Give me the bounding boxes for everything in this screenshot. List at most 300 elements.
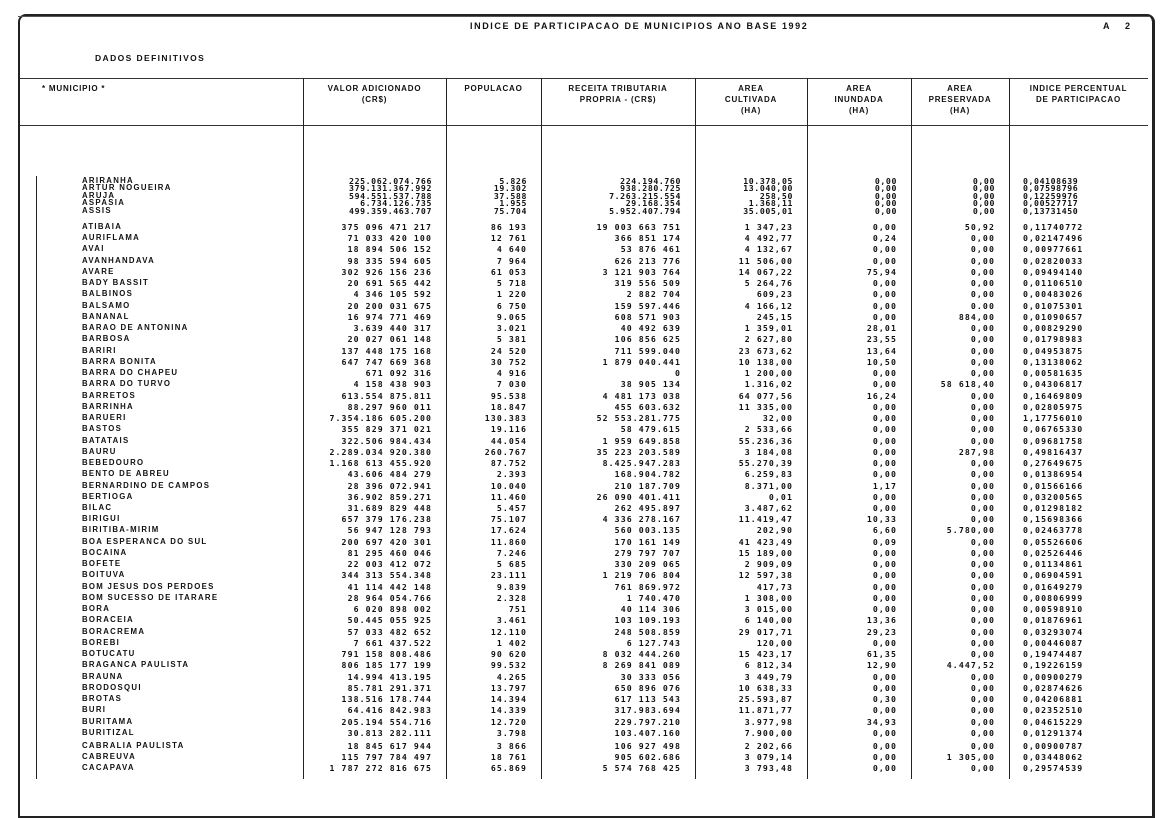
cell-populacao: 9.065 bbox=[496, 311, 527, 322]
cell-valor-adicionado: 302 926 156 236 bbox=[341, 266, 432, 277]
cell-valor-adicionado: 499.359.463.707 bbox=[349, 205, 432, 216]
report-subtitle: DADOS DEFINITIVOS bbox=[95, 53, 206, 63]
cell-area-preservada: 0,00 bbox=[972, 190, 995, 201]
cell-area-cultivada: 7.900,00 bbox=[744, 727, 793, 738]
cell-municipio: BORACREMA bbox=[82, 626, 146, 636]
cell-indice-participacao: 0,27649675 bbox=[1023, 458, 1084, 469]
cell-area-preservada: 0,00 bbox=[970, 694, 995, 705]
table-row bbox=[20, 447, 1148, 457]
cell-indice-participacao: 0,01386954 bbox=[1023, 469, 1084, 480]
cell-valor-adicionado: 7 661 437.522 bbox=[353, 637, 432, 648]
cell-indice-participacao: 0,00527717 bbox=[1023, 198, 1079, 209]
cell-area-preservada: 0,00 bbox=[970, 604, 995, 615]
cell-receita-tributaria: 35 223 203.589 bbox=[596, 446, 681, 457]
table-row bbox=[20, 537, 1148, 547]
cell-area-cultivada: 245,15 bbox=[756, 311, 793, 322]
cell-municipio: BANANAL bbox=[82, 311, 130, 321]
cell-indice-participacao: 0,03200565 bbox=[1023, 491, 1084, 502]
cell-area-cultivada: 3 449,79 bbox=[744, 671, 793, 682]
cell-valor-adicionado: 138.516 178.744 bbox=[341, 694, 432, 705]
cell-valor-adicionado: 56 947 128 793 bbox=[347, 525, 432, 536]
cell-area-preservada: 58 618,40 bbox=[940, 379, 995, 390]
cell-area-cultivada: 10.378,05 bbox=[743, 176, 793, 186]
cell-municipio: BARRINHA bbox=[82, 401, 134, 411]
cell-area-inundada: 0,00 bbox=[872, 682, 897, 693]
cell-area-cultivada: 258,50 bbox=[759, 190, 793, 201]
cell-area-preservada: 287,98 bbox=[958, 446, 995, 457]
cell-indice-participacao: 0,03293074 bbox=[1023, 626, 1084, 637]
cell-indice-participacao: 0,00581635 bbox=[1023, 368, 1084, 379]
cell-area-preservada: 0,00 bbox=[970, 458, 995, 469]
cell-indice-participacao: 0,12259976 bbox=[1023, 190, 1079, 201]
cell-municipio: BORA bbox=[82, 604, 111, 614]
table-row bbox=[20, 481, 1148, 491]
cell-area-inundada: 0,00 bbox=[872, 491, 897, 502]
column-header-area-cultivada: AREA CULTIVADA (HA) bbox=[724, 84, 778, 115]
cell-area-preservada: 0,00 bbox=[972, 205, 995, 216]
cell-valor-adicionado: 41 114 442 148 bbox=[347, 581, 432, 592]
cell-municipio: BURITAMA bbox=[82, 716, 134, 726]
cell-indice-participacao: 0,04953875 bbox=[1023, 345, 1084, 356]
cell-area-cultivada: 6 812,34 bbox=[744, 660, 793, 671]
cell-area-cultivada: 11 335,00 bbox=[738, 401, 793, 412]
cell-area-cultivada: 3 793,48 bbox=[744, 763, 793, 773]
cell-valor-adicionado: 3.639 440 317 bbox=[353, 323, 432, 334]
cell-area-preservada: 0,00 bbox=[970, 581, 995, 592]
cell-valor-adicionado: 71 033 420 100 bbox=[347, 233, 432, 244]
cell-populacao: 30 752 bbox=[490, 356, 527, 367]
cell-area-cultivada: 10 138,00 bbox=[738, 356, 793, 367]
cell-indice-participacao: 0,01134861 bbox=[1023, 559, 1084, 570]
frame-top-rule bbox=[18, 16, 1150, 17]
cell-municipio: ARUJA bbox=[82, 190, 116, 200]
cell-receita-tributaria: 30 333 056 bbox=[620, 671, 681, 682]
cell-area-preservada: 0,00 bbox=[970, 514, 995, 525]
cell-receita-tributaria: 4 336 278.167 bbox=[602, 514, 681, 525]
cell-receita-tributaria: 905 602.686 bbox=[614, 752, 681, 762]
cell-area-preservada: 0,00 bbox=[970, 255, 995, 266]
cell-area-preservada: 0,00 bbox=[970, 345, 995, 356]
cell-populacao: 4 916 bbox=[496, 368, 527, 379]
cell-area-cultivada: 3 079,14 bbox=[744, 752, 793, 762]
cell-area-inundada: 0,00 bbox=[874, 190, 897, 201]
table-row bbox=[20, 492, 1148, 502]
cell-municipio: BOM SUCESSO DE ITARARE bbox=[82, 592, 219, 602]
cell-receita-tributaria: 52 553.281.775 bbox=[596, 413, 681, 424]
cell-area-inundada: 34,93 bbox=[866, 716, 897, 727]
table-row bbox=[20, 323, 1148, 333]
table-row bbox=[20, 514, 1148, 524]
cell-receita-tributaria: 761 869.972 bbox=[614, 581, 681, 592]
cell-indice-participacao: 0,01106510 bbox=[1023, 278, 1084, 289]
cell-indice-participacao: 0,00446087 bbox=[1023, 637, 1084, 648]
cell-municipio: BILAC bbox=[82, 503, 113, 512]
cell-receita-tributaria: 40 492 639 bbox=[620, 323, 681, 334]
cell-populacao: 61 053 bbox=[490, 266, 527, 277]
cell-populacao: 4.265 bbox=[496, 671, 527, 682]
table-row bbox=[20, 368, 1148, 378]
table-row bbox=[20, 402, 1148, 412]
cell-area-cultivada: 3 015,00 bbox=[744, 604, 793, 615]
cell-area-inundada: 0,00 bbox=[872, 222, 897, 232]
cell-area-inundada: 0,00 bbox=[872, 368, 897, 379]
cell-receita-tributaria: 6 127.743 bbox=[626, 637, 681, 648]
cell-area-preservada: 0,00 bbox=[970, 637, 995, 648]
cell-area-inundada: 28,01 bbox=[866, 323, 897, 334]
cell-area-inundada: 6,60 bbox=[872, 525, 897, 536]
cell-area-cultivada: 15 189,00 bbox=[738, 547, 793, 558]
cell-area-cultivada: 1 347,23 bbox=[744, 222, 793, 232]
cell-receita-tributaria: 7.263.215.554 bbox=[609, 190, 681, 201]
cell-municipio: BEBEDOURO bbox=[82, 458, 145, 468]
cell-populacao: 44.054 bbox=[490, 435, 527, 446]
cell-indice-participacao: 0,00806999 bbox=[1023, 592, 1084, 603]
table-row bbox=[20, 357, 1148, 367]
cell-municipio: ASPASIA bbox=[82, 198, 126, 208]
cell-populacao: 5 381 bbox=[496, 334, 527, 345]
cell-municipio: BURI bbox=[82, 705, 107, 715]
cell-valor-adicionado: 2.289.034 920.380 bbox=[329, 446, 432, 457]
cell-area-inundada: 0,00 bbox=[872, 581, 897, 592]
cell-valor-adicionado: 115 797 784 497 bbox=[341, 752, 432, 762]
cell-valor-adicionado: 20 200 031 675 bbox=[347, 300, 432, 311]
cell-receita-tributaria: 650 896 076 bbox=[614, 682, 681, 693]
cell-populacao: 18 761 bbox=[490, 752, 527, 762]
cell-receita-tributaria: 608 571 903 bbox=[614, 311, 681, 322]
cell-valor-adicionado: 6.734.126.735 bbox=[360, 198, 432, 209]
cell-area-preservada: 0,00 bbox=[970, 671, 995, 682]
cell-area-cultivada: 1.316,02 bbox=[744, 379, 793, 390]
cell-receita-tributaria: 19 003 663 751 bbox=[596, 222, 681, 232]
cell-area-cultivada: 2 202,66 bbox=[744, 741, 793, 751]
cell-area-cultivada: 4 492,77 bbox=[744, 233, 793, 244]
cell-area-preservada: 0,00 bbox=[970, 278, 995, 289]
cell-populacao: 5 718 bbox=[496, 278, 527, 289]
cell-receita-tributaria: 58 479.615 bbox=[620, 424, 681, 435]
table-row bbox=[20, 289, 1148, 299]
cell-area-preservada: 0,00 bbox=[970, 435, 995, 446]
cell-populacao: 12.720 bbox=[490, 716, 527, 727]
cell-area-cultivada: 35.005,01 bbox=[743, 205, 793, 216]
cell-receita-tributaria: 330 209 065 bbox=[614, 559, 681, 570]
cell-receita-tributaria: 319 556 509 bbox=[614, 278, 681, 289]
cell-valor-adicionado: 657 379 176.238 bbox=[341, 514, 432, 525]
cell-area-inundada: 0,00 bbox=[872, 379, 897, 390]
cell-area-cultivada: 120,00 bbox=[756, 637, 793, 648]
cell-indice-participacao: 0,00900279 bbox=[1023, 671, 1084, 682]
cell-municipio: ATIBAIA bbox=[82, 222, 123, 231]
cell-area-preservada: 0,00 bbox=[970, 682, 995, 693]
cell-area-preservada: 0,00 bbox=[970, 649, 995, 660]
page-prefix: A bbox=[1103, 21, 1110, 31]
cell-area-preservada: 0,00 bbox=[970, 390, 995, 401]
cell-valor-adicionado: 225.062.074.766 bbox=[349, 176, 432, 186]
cell-receita-tributaria: 1 740.470 bbox=[626, 592, 681, 603]
cell-area-preservada: 0,00 bbox=[970, 592, 995, 603]
cell-municipio: BARRETOS bbox=[82, 390, 137, 400]
table-row bbox=[20, 413, 1148, 423]
cell-indice-participacao: 0,04108639 bbox=[1023, 176, 1079, 186]
cell-indice-participacao: 0,02147496 bbox=[1023, 233, 1084, 244]
cell-area-cultivada: 1 308,00 bbox=[744, 592, 793, 603]
cell-municipio: BRODOSQUI bbox=[82, 682, 142, 692]
table-row bbox=[20, 312, 1148, 322]
cell-populacao: 17.624 bbox=[490, 525, 527, 536]
cell-valor-adicionado: 355 829 371 021 bbox=[341, 424, 432, 435]
cell-receita-tributaria: 168.904.782 bbox=[614, 469, 681, 480]
cell-populacao: 19.302 bbox=[493, 183, 527, 194]
table-row bbox=[20, 334, 1148, 344]
cell-receita-tributaria: 1 959 649.858 bbox=[602, 435, 681, 446]
cell-valor-adicionado: 594.551.537.788 bbox=[349, 190, 432, 201]
cell-area-cultivada: 609,23 bbox=[756, 289, 793, 300]
cell-area-preservada: 0,00 bbox=[970, 615, 995, 626]
cell-municipio: ARTUR NOGUEIRA bbox=[82, 183, 172, 193]
cell-populacao: 1.955 bbox=[499, 198, 527, 209]
cell-valor-adicionado: 16 974 771 469 bbox=[347, 311, 432, 322]
cell-area-inundada: 0,00 bbox=[872, 424, 897, 435]
cell-municipio: BARRA DO TURVO bbox=[82, 379, 172, 389]
cell-populacao: 23.111 bbox=[490, 570, 527, 581]
cell-area-inundada: 0,00 bbox=[872, 570, 897, 581]
cell-indice-participacao: 0,01075301 bbox=[1023, 300, 1084, 311]
cell-area-cultivada: 23 673,62 bbox=[738, 345, 793, 356]
cell-area-inundada: 0,00 bbox=[872, 401, 897, 412]
cell-area-preservada: 0,00 bbox=[970, 536, 995, 547]
cell-municipio: AVARE bbox=[82, 266, 115, 276]
cell-area-preservada: 0,00 bbox=[972, 183, 995, 194]
cell-area-inundada: 10,33 bbox=[866, 514, 897, 525]
cell-populacao: 5.457 bbox=[496, 503, 527, 513]
table-row bbox=[20, 672, 1148, 682]
table-row bbox=[20, 267, 1148, 277]
cell-area-inundada: 0,30 bbox=[872, 694, 897, 705]
cell-area-cultivada: 6 140,00 bbox=[744, 615, 793, 626]
cell-area-cultivada: 11.871,77 bbox=[738, 705, 793, 716]
cell-area-preservada: 0,00 bbox=[970, 705, 995, 716]
cell-populacao: 7.246 bbox=[496, 547, 527, 558]
cell-indice-participacao: 0,06904591 bbox=[1023, 570, 1084, 581]
cell-populacao: 9.839 bbox=[496, 581, 527, 592]
cell-populacao: 1 220 bbox=[496, 289, 527, 300]
cell-indice-participacao: 0,11740772 bbox=[1023, 222, 1084, 232]
cell-municipio: BERTIOGA bbox=[82, 491, 134, 501]
cell-area-inundada: 0,00 bbox=[872, 255, 897, 266]
cell-area-inundada: 0,00 bbox=[872, 413, 897, 424]
cell-indice-participacao: 0,02874626 bbox=[1023, 682, 1084, 693]
cell-indice-participacao: 0,00900787 bbox=[1023, 741, 1084, 751]
cell-indice-participacao: 0,01298182 bbox=[1023, 503, 1084, 513]
table-row bbox=[20, 627, 1148, 637]
table-row bbox=[20, 206, 1148, 216]
table-row bbox=[20, 436, 1148, 446]
cell-area-cultivada: 6.259,83 bbox=[744, 469, 793, 480]
cell-populacao: 260.767 bbox=[484, 446, 527, 457]
cell-valor-adicionado: 36.902 859.271 bbox=[347, 491, 432, 502]
cell-valor-adicionado: 50.445 055 925 bbox=[347, 615, 432, 626]
cell-area-cultivada: 64 077,56 bbox=[738, 390, 793, 401]
cell-populacao: 130.383 bbox=[484, 413, 527, 424]
cell-populacao: 10.040 bbox=[490, 480, 527, 491]
cell-populacao: 13.797 bbox=[490, 682, 527, 693]
cell-receita-tributaria: 8.425.947.283 bbox=[602, 458, 681, 469]
cell-indice-participacao: 0,16469809 bbox=[1023, 390, 1084, 401]
cell-valor-adicionado: 81 295 460 046 bbox=[347, 547, 432, 558]
cell-municipio: BARUERI bbox=[82, 413, 127, 423]
cell-valor-adicionado: 6 020 898 002 bbox=[353, 604, 432, 615]
cell-populacao: 12 761 bbox=[490, 233, 527, 244]
cell-receita-tributaria: 626 213 776 bbox=[614, 255, 681, 266]
table-row bbox=[20, 763, 1148, 773]
column-header-area-inundada: AREA INUNDADA (HA) bbox=[834, 84, 884, 115]
cell-receita-tributaria: 317.983.694 bbox=[614, 705, 681, 716]
cell-area-inundada: 0,00 bbox=[872, 592, 897, 603]
cell-area-cultivada: 55.236,36 bbox=[738, 435, 793, 446]
cell-populacao: 87.752 bbox=[490, 458, 527, 469]
cell-populacao: 751 bbox=[508, 604, 527, 615]
cell-area-cultivada: 5 264,76 bbox=[744, 278, 793, 289]
cell-area-inundada: 0,00 bbox=[872, 741, 897, 751]
table-row bbox=[20, 717, 1148, 727]
cell-municipio: BIRITIBA-MIRIM bbox=[82, 525, 160, 535]
cell-indice-participacao: 0,29574539 bbox=[1023, 763, 1084, 773]
cell-valor-adicionado: 205.194 554.716 bbox=[341, 716, 432, 727]
cell-municipio: CABRALIA PAULISTA bbox=[82, 741, 185, 750]
cell-area-inundada: 0,00 bbox=[872, 752, 897, 762]
cell-valor-adicionado: 671 092 316 bbox=[365, 368, 432, 379]
table-row bbox=[20, 233, 1148, 243]
cell-valor-adicionado: 28 396 072.941 bbox=[347, 480, 432, 491]
cell-valor-adicionado: 200 697 420 301 bbox=[341, 536, 432, 547]
cell-area-cultivada: 25.593,87 bbox=[738, 694, 793, 705]
table-row bbox=[20, 424, 1148, 434]
cell-indice-participacao: 0,19474487 bbox=[1023, 649, 1084, 660]
cell-area-preservada: 0,00 bbox=[970, 469, 995, 480]
cell-area-inundada: 0,00 bbox=[872, 503, 897, 513]
cell-municipio: BROTAS bbox=[82, 694, 123, 704]
cell-valor-adicionado: 1.168 613 455.920 bbox=[329, 458, 432, 469]
cell-valor-adicionado: 28 964 054.766 bbox=[347, 592, 432, 603]
cell-area-cultivada: 12 597,38 bbox=[738, 570, 793, 581]
cell-valor-adicionado: 20 027 061 148 bbox=[347, 334, 432, 345]
cell-populacao: 1 402 bbox=[496, 637, 527, 648]
table-row bbox=[20, 346, 1148, 356]
cell-receita-tributaria: 8 269 841 089 bbox=[602, 660, 681, 671]
cell-populacao: 65.869 bbox=[490, 763, 527, 773]
cell-populacao: 75.704 bbox=[493, 205, 527, 216]
cell-municipio: BALBINOS bbox=[82, 289, 134, 299]
table-row bbox=[20, 638, 1148, 648]
cell-receita-tributaria: 170 161 149 bbox=[614, 536, 681, 547]
cell-area-cultivada: 3 184,08 bbox=[744, 446, 793, 457]
cell-area-preservada: 0,00 bbox=[970, 741, 995, 751]
cell-municipio: BOM JESUS DOS PERDOES bbox=[82, 581, 215, 591]
table-row bbox=[20, 705, 1148, 715]
cell-area-preservada: 0,00 bbox=[970, 547, 995, 558]
cell-area-inundada: 12,90 bbox=[866, 660, 897, 671]
cell-area-cultivada: 14 067,22 bbox=[738, 266, 793, 277]
cell-municipio: BAURU bbox=[82, 446, 117, 456]
cell-receita-tributaria: 8 032 444.260 bbox=[602, 649, 681, 660]
cell-area-inundada: 0,00 bbox=[872, 705, 897, 716]
cell-municipio: BOITUVA bbox=[82, 570, 126, 580]
table-row bbox=[20, 391, 1148, 401]
cell-receita-tributaria: 3 121 903 764 bbox=[602, 266, 681, 277]
cell-area-cultivada: 11.419,47 bbox=[738, 514, 793, 525]
cell-municipio: BADY BASSIT bbox=[82, 278, 150, 288]
cell-area-preservada: 0,00 bbox=[970, 559, 995, 570]
table-row bbox=[20, 256, 1148, 266]
cell-indice-participacao: 0,00598910 bbox=[1023, 604, 1084, 615]
cell-indice-participacao: 0,04306817 bbox=[1023, 379, 1084, 390]
table-row bbox=[20, 458, 1148, 468]
cell-municipio: BERNARDINO DE CAMPOS bbox=[82, 480, 211, 490]
cell-populacao: 3.021 bbox=[496, 323, 527, 334]
cell-populacao: 75.107 bbox=[490, 514, 527, 525]
cell-populacao: 99.532 bbox=[490, 660, 527, 671]
cell-indice-participacao: 0,01090657 bbox=[1023, 311, 1084, 322]
cell-area-inundada: 0,00 bbox=[872, 727, 897, 738]
cell-municipio: ASSIS bbox=[82, 205, 112, 215]
table-row bbox=[20, 379, 1148, 389]
cell-indice-participacao: 0,02463778 bbox=[1023, 525, 1084, 536]
cell-indice-participacao: 0,01649279 bbox=[1023, 581, 1084, 592]
cell-valor-adicionado: 18 845 617 944 bbox=[347, 741, 432, 751]
cell-populacao: 37.588 bbox=[493, 190, 527, 201]
cell-indice-participacao: 0,01798983 bbox=[1023, 334, 1084, 345]
cell-indice-participacao: 0,02352510 bbox=[1023, 705, 1084, 716]
cell-populacao: 3.798 bbox=[496, 727, 527, 738]
cell-receita-tributaria: 53 876 461 bbox=[620, 244, 681, 255]
cell-populacao: 11.460 bbox=[490, 491, 527, 502]
cell-indice-participacao: 0,01566166 bbox=[1023, 480, 1084, 491]
cell-area-cultivada: 1 200,00 bbox=[744, 368, 793, 379]
cell-area-cultivada: 15 423,17 bbox=[738, 649, 793, 660]
table-row bbox=[20, 278, 1148, 288]
cell-valor-adicionado: 4 346 105 592 bbox=[353, 289, 432, 300]
cell-area-inundada: 0,00 bbox=[872, 458, 897, 469]
column-header-populacao: POPULACAO bbox=[464, 84, 523, 93]
cell-area-preservada: 0,00 bbox=[970, 323, 995, 334]
cell-populacao: 19.116 bbox=[490, 424, 527, 435]
cell-area-inundada: 0,00 bbox=[872, 469, 897, 480]
cell-receita-tributaria: 279 797 707 bbox=[614, 547, 681, 558]
cell-receita-tributaria: 262 495.897 bbox=[614, 503, 681, 513]
table-row bbox=[20, 503, 1148, 513]
cell-receita-tributaria: 0 bbox=[674, 368, 681, 379]
cell-indice-participacao: 0,00483026 bbox=[1023, 289, 1084, 300]
cell-indice-participacao: 0,09681758 bbox=[1023, 435, 1084, 446]
cell-area-cultivada: 4 166,12 bbox=[744, 300, 793, 311]
cell-area-inundada: 0,00 bbox=[872, 559, 897, 570]
cell-area-cultivada: 10 638,33 bbox=[738, 682, 793, 693]
cell-area-preservada: 0,00 bbox=[970, 727, 995, 738]
cell-indice-participacao: 0,19226159 bbox=[1023, 660, 1084, 671]
cell-municipio: BALSAMO bbox=[82, 300, 131, 310]
cell-receita-tributaria: 938.280.725 bbox=[620, 183, 681, 194]
cell-municipio: BORACEIA bbox=[82, 615, 134, 625]
cell-valor-adicionado: 7.354.186 605.200 bbox=[329, 413, 432, 424]
cell-area-cultivada: 32,00 bbox=[762, 413, 793, 424]
table-row bbox=[20, 548, 1148, 558]
cell-populacao: 14.394 bbox=[490, 694, 527, 705]
table-row bbox=[20, 222, 1148, 232]
cell-area-inundada: 10,50 bbox=[866, 356, 897, 367]
cell-area-preservada: 0.00 bbox=[970, 300, 995, 311]
cell-indice-participacao: 0,02820033 bbox=[1023, 255, 1084, 266]
cell-area-inundada: 1,17 bbox=[872, 480, 897, 491]
cell-area-preservada: 4.447,52 bbox=[946, 660, 995, 671]
